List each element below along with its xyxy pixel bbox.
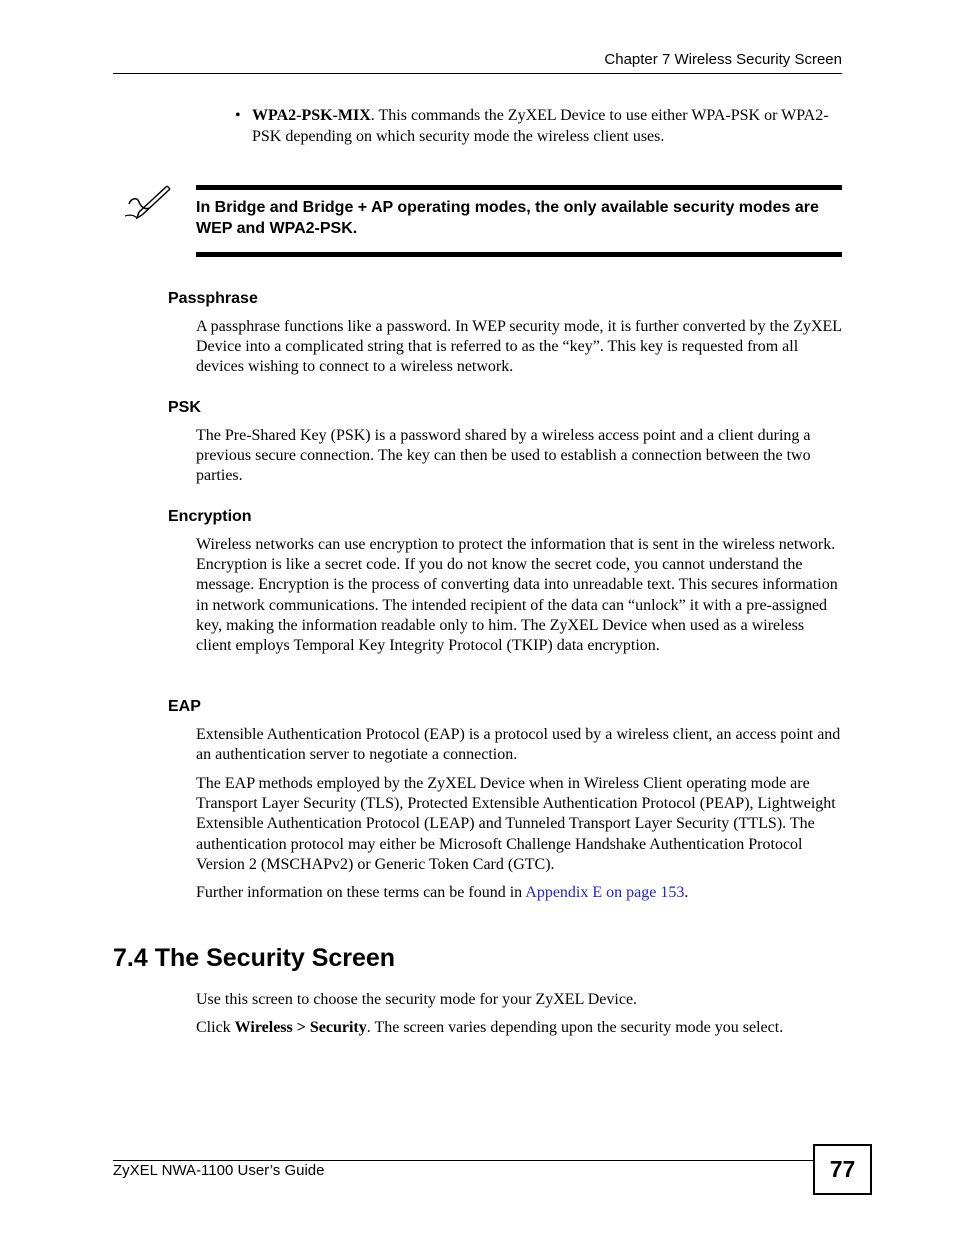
paragraph-security-screen-intro: Use this screen to choose the security mode for your ZyXEL Device. (196, 991, 638, 1008)
bullet-symbol: • (235, 107, 241, 124)
footer-divider (113, 1160, 813, 1161)
appendix-e-link[interactable]: Appendix E on page 153 (525, 884, 685, 901)
click-suffix: . The screen varies depending upon the security mode you select. (366, 1019, 784, 1036)
chapter-title: Chapter 7 Wireless Security Screen (604, 51, 842, 68)
paragraph-passphrase: A passphrase functions like a password. In WEP security mode, it is further converted by the ZyXEL Device into a complicated string that is referred to as the “key”. This key is requested from all devices wishing to connect to a wireless network. (196, 318, 842, 376)
page-number: 77 (813, 1144, 872, 1195)
click-prefix: Click (196, 1019, 235, 1036)
heading-passphrase: Passphrase (168, 290, 258, 307)
paragraph-eap-intro: Extensible Authentication Protocol (EAP) is a protocol used by a wireless client, an access point and an authentication server to negotiate a connection. (196, 726, 841, 764)
header-divider (113, 73, 842, 74)
paragraph-eap-methods: The EAP methods employed by the ZyXEL Device when in Wireless Client operating mode are Transport Layer Security (TLS), Protected Extensible Authentication Protocol (PEAP), Lightweight Extensible Authentication Protocol (LEAP) and Tunneled Transport Layer Security (TTLS). The authentication protocol may either be Microsoft Challenge Handshake Authentication Protocol Version 2 (MSCHAPv2) or Generic Token Card (GTC). (196, 775, 836, 873)
paragraph-eap-further-info (196, 883, 842, 903)
pencil-note-icon (123, 180, 175, 220)
bullet-item-wpa2-psk-mix (235, 106, 835, 147)
guide-title: ZyXEL NWA-1100 User’s Guide (113, 1162, 325, 1179)
bullet-description: . This commands the ZyXEL Device to use either WPA-PSK or WPA2-PSK depending on which security mode the wireless client uses. (252, 107, 829, 145)
further-info-prefix: Further information on these terms can be found in (196, 884, 526, 901)
menu-path: Wireless > Security (234, 1019, 367, 1036)
heading-encryption: Encryption (168, 508, 252, 525)
paragraph-encryption: Wireless networks can use encryption to protect the information that is sent in the wireless network. Encryption is like a secret code. If you do not know the secret code, you cannot understand the message. Encryption is the process of converting data into unreadable text. This secures information in network communications. The intended recipient of the data can “unlock” it with a pre-assigned key, making the information readable only to him. The ZyXEL Device when used as a wireless client employs Temporal Key Integrity Protocol (TKIP) data encryption. (196, 536, 838, 655)
heading-psk: PSK (168, 399, 201, 416)
note-bottom-bar (196, 252, 842, 257)
bullet-term: WPA2-PSK-MIX (252, 107, 371, 124)
further-info-suffix: . (684, 884, 689, 901)
paragraph-security-screen-click (196, 1018, 842, 1038)
bullet-text (252, 106, 835, 147)
note-top-bar (196, 185, 842, 190)
paragraph-psk: The Pre-Shared Key (PSK) is a password shared by a wireless access point and a client during a previous secure connection. The key can then be used to establish a connection between the two parties. (196, 427, 811, 485)
heading-eap: EAP (168, 698, 201, 715)
section-heading-security-screen: 7.4 The Security Screen (113, 944, 396, 972)
note-text: In Bridge and Bridge + AP operating modes, the only available security modes are WEP and WPA2-PSK. (196, 199, 819, 237)
